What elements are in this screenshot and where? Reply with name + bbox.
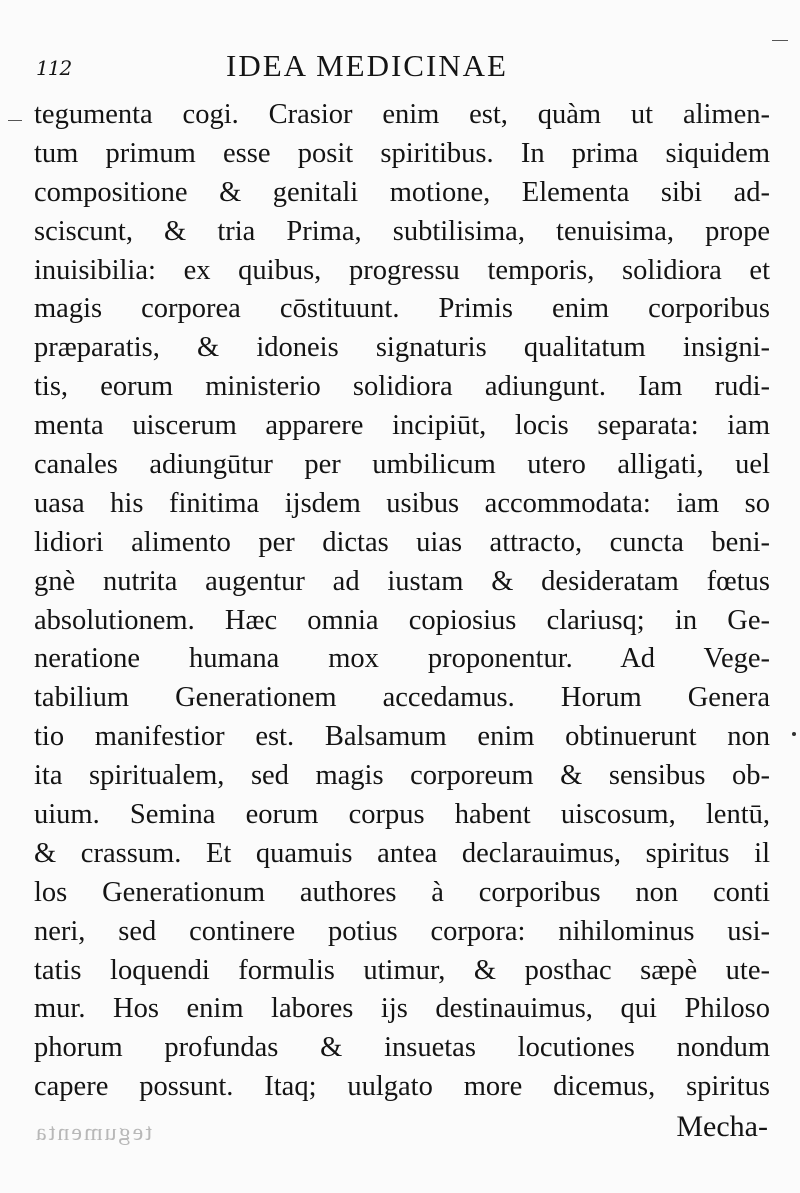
body-text: [34, 96, 770, 1107]
text-line: tis, eorum ministerio solidiora adiungunt. Iam rudi-: [34, 371, 770, 403]
text-line: & crassum. Et quamuis antea declarauimus, spiritus il: [34, 837, 770, 869]
text-line: menta uiscerum apparere incipiūt, locis separata: iam: [34, 410, 770, 442]
text-line: tegumenta cogi. Crasior enim est, quàm ut alimen-: [34, 99, 770, 130]
text-line: sciscunt, & tria Prima, subtilisima, tenuisima, prope: [34, 215, 770, 247]
text-line: los Generationum authores à corporibus non conti: [34, 876, 770, 908]
margin-mark: [8, 120, 22, 121]
running-head: IDEA MEDICINAE: [226, 48, 508, 83]
text-line: phorum profundas & insuetas locutiones nondum: [34, 1032, 770, 1064]
scan-speck: [792, 732, 796, 736]
text-line: inuisibilia: ex quibus, progressu temporis, solidiora et: [34, 254, 770, 286]
text-line: uasa his finitima ijsdem usibus accommodata: iam so: [34, 487, 770, 519]
text-line: canales adiungūtur per umbilicum utero alligati, uel: [34, 449, 770, 481]
text-line: neri, sed continere potius corpora: nihilominus usi-: [34, 915, 770, 947]
text-line: tatis loquendi formulis utimur, & posthac sæpè ute-: [34, 954, 770, 986]
text-line: præparatis, & idoneis signaturis qualitatum insigni-: [34, 332, 770, 364]
text-line: compositione & genitali motione, Elementa sibi ad-: [34, 176, 770, 208]
catchword: Mecha-: [676, 1110, 768, 1143]
text-line: gnè nutrita augentur ad iustam & desideratam fœtus: [34, 565, 770, 597]
text-line: tabilium Generationem accedamus. Horum Genera: [34, 682, 770, 714]
text-line: lidiori alimento per dictas uias attracto, cuncta beni-: [34, 526, 770, 558]
page-header: [36, 48, 776, 88]
text-line: tum primum esse posit spiritibus. In prima siquidem: [34, 137, 770, 169]
text-line: uium. Semina eorum corpus habent uiscosum, lentū,: [34, 799, 770, 831]
page-number: 112: [36, 56, 72, 80]
text-line: mur. Hos enim labores ijs destinauimus, qui Philoso: [34, 993, 770, 1025]
text-line: magis corporea cōstituunt. Primis enim corporibus: [34, 293, 770, 325]
text-line: tio manifestior est. Balsamum enim obtinuerunt non: [34, 721, 770, 753]
text-line: absolutionem. Hæc omnia copiosius clariusq; in Ge-: [34, 604, 770, 636]
margin-mark: [772, 40, 788, 41]
bleed-through-text: tegumenta: [34, 1120, 152, 1146]
text-line: capere possunt. Itaq; uulgato more dicemus, spiritus: [34, 1071, 770, 1103]
page-footer: [34, 1110, 770, 1154]
text-line: neratione humana mox proponentur. Ad Vege-: [34, 643, 770, 675]
text-line: ita spiritualem, sed magis corporeum & sensibus ob-: [34, 760, 770, 792]
